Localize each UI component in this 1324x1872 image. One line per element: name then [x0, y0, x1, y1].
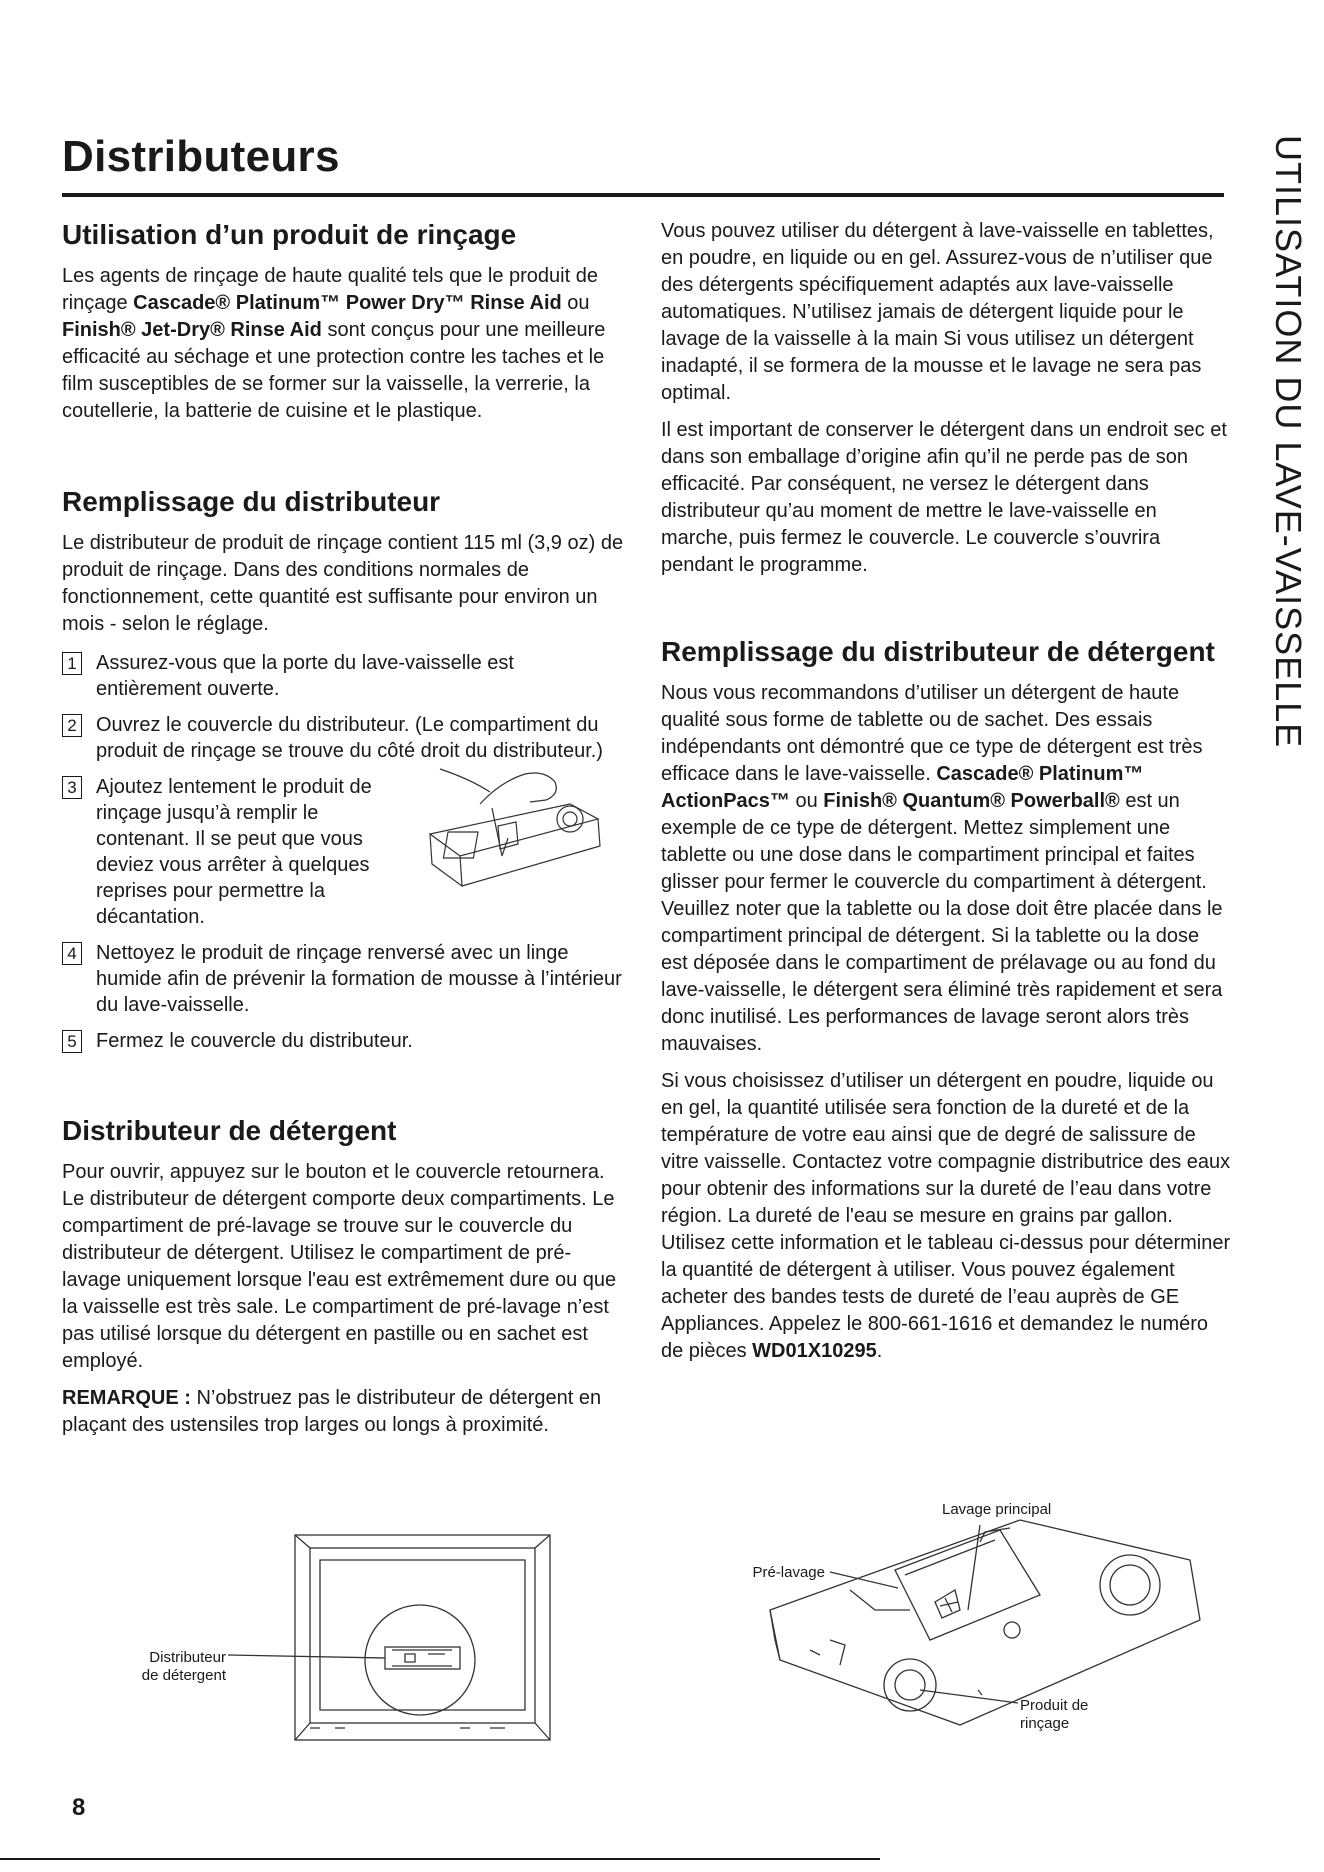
detergent-brand-2: Finish® Quantum® Powerball® [823, 790, 1120, 812]
rinse-aid-fill-illustration [420, 764, 610, 894]
detergent-dispenser-section [62, 1114, 624, 1439]
dispenser-callout-line1: Distributeur [149, 1649, 226, 1666]
detergent-storage-paragraph: Il est important de conserver le détergent dans un endroit sec et dans son emballage d’origine afin qu’il ne perde pas de son efficacité. Par conséquent, ne versez le détergent dans distributeur qu’au moment de mettre le lave-vaisselle en marche, puis fermez le couvercle. Le couvercle s’ouvrira pendant le programme. [661, 419, 1227, 576]
step-item [62, 1028, 624, 1054]
detergent-dispenser-heading: Distributeur de détergent [62, 1115, 397, 1146]
step-item [62, 712, 624, 764]
rinse-aid-callout-line2: rinçage [1020, 1715, 1070, 1732]
step-number: 3 [62, 776, 82, 799]
step-item [62, 650, 624, 702]
prewash-callout: Pré-lavage [752, 1564, 825, 1581]
detergent-types-paragraph: Vous pouvez utiliser du détergent à lave-vaisselle en tablettes, en poudre, en liquide ou en gel. Assurez-vous de n’utiliser que des détergents spécifiquement adaptés aux lave-vaisselle automatiques. N’utilisez jamais de détergent liquide pour le lavage de la vaisselle à la main Si vous utilisez un détergent inadapté, il se formera de la mousse et le lavage ne sera pas optimal. [661, 220, 1214, 404]
bottom-divider [0, 1858, 880, 1860]
side-section-tab-label: UTILISATION DU LAVE-VAISSELLE [1268, 135, 1309, 749]
water-hardness-paragraph: Si vous choisissez d’utiliser un détergent en poudre, liquide ou en gel, la quantité utilisée sera fonction de la dureté et de la température de votre eau ainsi que de degré de salissure de vitre vaisselle. Contactez votre compagnie distributrice des eaux pour obtenir des informations sur la dureté de l’eau dans votre région. La dureté de l'eau se mesure en grains par gallon. Utilisez cette information et le tableau ci-dessus pour déterminer la quantité de détergent à utiliser. Vous pouvez également acheter des bandes tests de dureté de l’eau auprès de GE Appliances. Appelez le 800-661-1616 et demandez le numéro de pièces WD01X10295. [661, 1070, 1231, 1362]
fill-detergent-heading: Remplissage du distributeur de détergent [661, 636, 1215, 667]
side-section-tab [1240, 135, 1320, 895]
left-column [62, 218, 624, 1449]
detergent-dispenser-paragraph: Pour ouvrir, appuyez sur le bouton et le couvercle retournera. Le distributeur de détergent comporte deux compartiments. Le compartiment de pré-lavage se trouve sur le couvercle du distributeur de détergent. Utilisez le compartiment de pré-lavage uniquement lorsque l'eau est extrêmement dure ou que la vaisselle est très sale. Le compartiment de pré-lavage n’est pas utilisé lorsque du détergent en pastille ou en sachet est employé. [62, 1161, 617, 1372]
step-number: 5 [62, 1030, 82, 1053]
step-text: Ouvrez le couvercle du distributeur. (Le compartiment du produit de rinçage se trouve du côté droit du distributeur.) [96, 714, 603, 762]
part-number: WD01X10295 [752, 1340, 877, 1362]
fill-dispenser-heading: Remplissage du distributeur [62, 486, 441, 517]
title-divider [62, 193, 1224, 197]
step-number: 1 [62, 652, 82, 675]
dishwasher-door-illustration [141, 1530, 560, 1745]
page-title: Distributeurs [62, 132, 340, 181]
step-item [62, 940, 624, 1018]
rinse-aid-paragraph: Les agents de rinçage de haute qualité tels que le produit de rinçage Cascade® Platinum™ Power Dry™ Rinse Aid ou Finish® Jet-Dry® Rinse Aid sont conçus pour une meilleure efficacité au séchage et une protection contre les taches et le film susceptibles de se former sur la vaisselle, la verrerie, la coutellerie, la batterie de cuisine et le plastique. [62, 265, 606, 422]
step-text: Nettoyez le produit de rinçage renversé avec un linge humide afin de prévenir la formation de mousse à l’intérieur du lave-vaisselle. [96, 942, 622, 1016]
dispenser-callout-line2: de détergent [141, 1667, 226, 1684]
step-text: Assurez-vous que la porte du lave-vaisselle est entièrement ouverte. [96, 652, 514, 700]
step-item [62, 774, 624, 930]
fill-dispenser-paragraph: Le distributeur de produit de rinçage contient 115 ml (3,9 oz) de produit de rinçage. Dans des conditions normales de fonctionnement, cette quantité est suffisante pour environ un mois - selon le réglage. [62, 532, 624, 635]
detergent-recommendation-paragraph: Nous vous recommandons d’utiliser un détergent de haute qualité sous forme de tablette ou de sachet. Des essais indépendants ont démontré que ce type de détergent est très efficace dans le lave-vaisselle. Cascade® Platinum™ ActionPacs™ ou Finish® Quantum® Powerball® est un exemple de ce type de détergent. Mettez simplement une tablette ou une dose dans le compartiment principal et faites glisser pour fermer le couvercle du compartiment à détergent. Veuillez noter que la tablette ou la dose doit être placée dans le compartiment principal de détergent. Si la tablette ou la dose est déposée dans le compartiment de prélavage ou au fond du lave-vaisselle, le détergent sera éliminé très rapidement et sera donc inutilisé. Les performances de lavage seront alors très mauvaises. [661, 682, 1223, 1055]
main-wash-callout: Lavage principal [942, 1501, 1052, 1518]
step-number: 4 [62, 942, 82, 965]
rinse-aid-callout-line1: Produit de [1020, 1697, 1089, 1714]
step-number: 2 [62, 714, 82, 737]
step-text: Fermez le couvercle du distributeur. [96, 1030, 413, 1052]
fill-steps-list [62, 650, 624, 1054]
right-column [661, 218, 1231, 1375]
detergent-brand-1: Cascade® Platinum™ ActionPacs™ [661, 763, 1144, 812]
step-text: Ajoutez lentement le produit de rinçage jusqu’à remplir le contenant. Il se peut que vous deviez vous arrêter à quelques reprises pour permettre la décantation. [96, 776, 372, 928]
rinse-aid-heading: Utilisation d’un produit de rinçage [62, 219, 517, 250]
detergent-dispenser-illustration [720, 1490, 1220, 1740]
fill-dispenser-section [62, 485, 624, 1054]
rinse-aid-brand-1: Cascade® Platinum™ Power Dry™ Rinse Aid [133, 292, 562, 314]
note-label: REMARQUE : [62, 1387, 191, 1409]
rinse-aid-brand-2: Finish® Jet-Dry® Rinse Aid [62, 319, 322, 341]
detergent-dispenser-note: REMARQUE : N’obstruez pas le distributeur de détergent en plaçant des ustensiles trop larges ou longs à proximité. [62, 1387, 602, 1436]
rinse-aid-section [62, 218, 624, 425]
page-number: 8 [72, 1794, 86, 1821]
